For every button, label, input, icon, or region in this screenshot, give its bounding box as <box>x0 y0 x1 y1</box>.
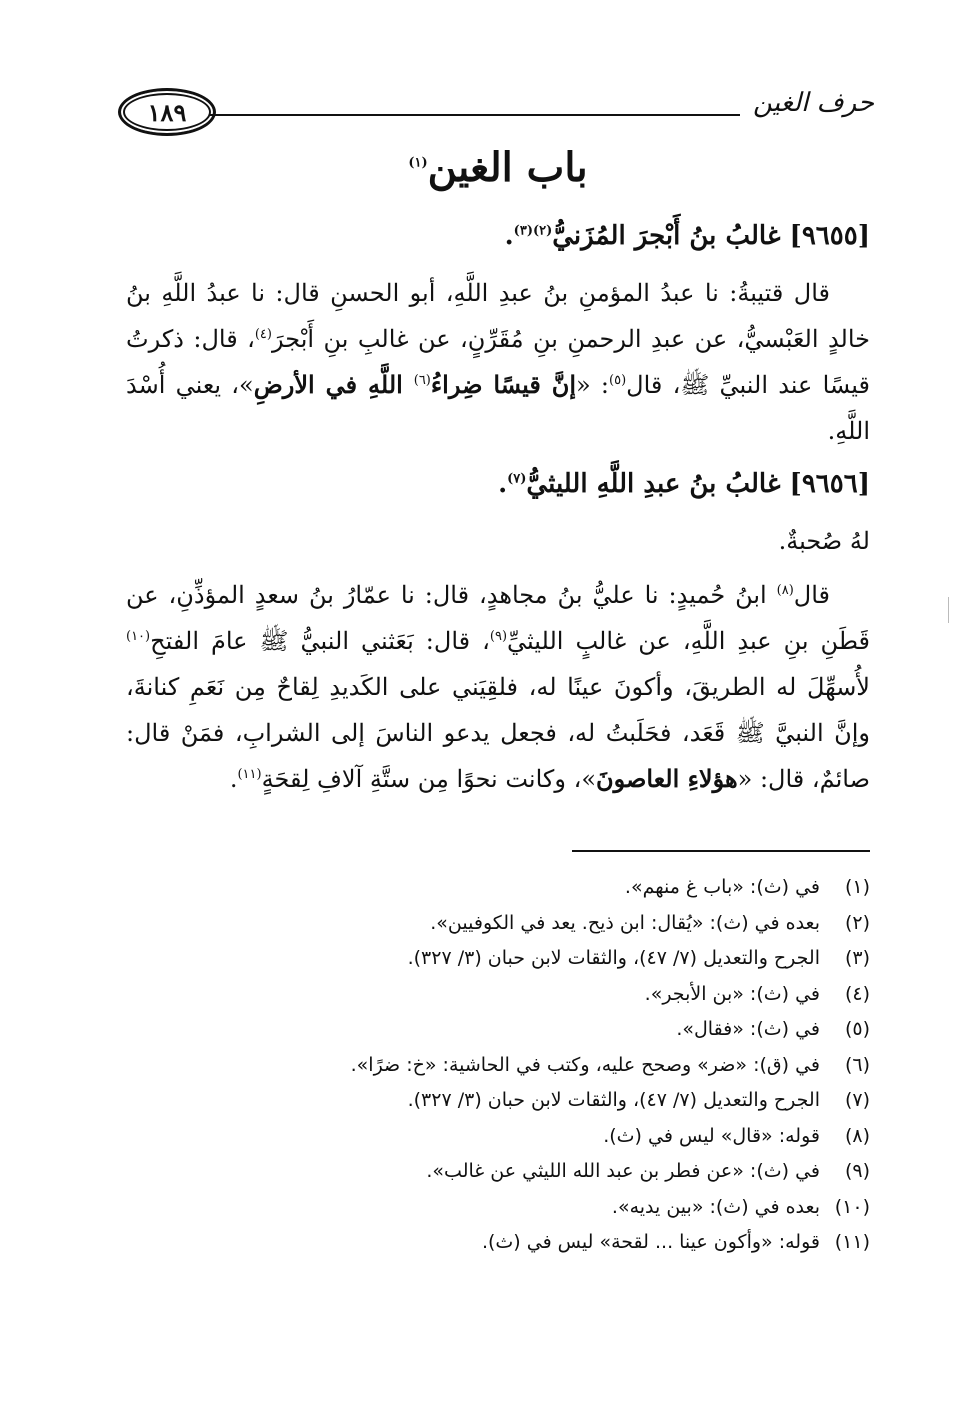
text-segment: قال <box>793 581 830 609</box>
footnote-item <box>126 870 870 906</box>
footnote-ref: (٨) <box>776 583 794 598</box>
footnote-item <box>126 1190 870 1226</box>
footnote-ref: (٤) <box>254 327 272 342</box>
entry-heading <box>126 462 870 506</box>
hadith-quote: إنَّ قيسًا ضِراءُ <box>430 370 577 399</box>
footnote-ref: (٥) <box>609 373 627 388</box>
text-segment: ، قال: بَعَثني النبيُّ ﷺ عامَ الفتحِ <box>150 627 490 655</box>
page-number: ١٨٩ <box>147 97 187 127</box>
text-segment: »، وكانت نحوًا مِن ستَّةِ آلافِ لِقحَةٍ <box>261 765 596 793</box>
text-paragraph <box>126 270 870 454</box>
hadith-quote: هؤلاءِ العاصونَ <box>596 764 738 793</box>
footnote-ref: (٧) <box>507 471 527 487</box>
footnote-text: قوله: «قال» ليس في (ث). <box>603 1124 820 1147</box>
footnote-text: بعده في (ث): «يُقال: ابن ذيح. يعد في الكوفيين». <box>430 911 820 934</box>
text-segment: لهُ صُحبةٌ. <box>778 527 870 555</box>
footnote-number: (٢) <box>844 911 870 934</box>
footnote-item <box>126 1119 870 1155</box>
margin-mark <box>948 597 949 623</box>
footnote-ref: (١١) <box>237 767 262 782</box>
footnote-number: (٩) <box>844 1160 870 1182</box>
footnote-text: قوله: «وأكون عينا ... لقحة» ليس في (ث). <box>481 1231 820 1253</box>
footnote-number: (٦) <box>844 1053 870 1076</box>
text-segment: لأُسهِّلَ له الطريقَ، وأكونَ عينًا له، فلقِيَني على الكَديدِ لِقاحٌ مِن نَعَمِ كنانةَ، وإنَّ النبيَّ ﷺ قَعَد، فحَلَبتُ له، فجعل يدعو الناسَ إلى الشرابِ، فمَنْ قال: صائمٌ، قال: « <box>126 673 870 793</box>
entry-end: . <box>498 469 508 499</box>
entry-name: غالبُ بنُ عبدِ اللَّهِ الليثيُّ <box>526 469 781 499</box>
footnote-ref: (٢)(٣) <box>513 223 553 239</box>
entry-end: . <box>504 221 514 251</box>
footnote-item <box>126 906 870 942</box>
main-text <box>126 146 870 810</box>
footnote-number: (١) <box>844 876 870 898</box>
section-title-text: باب الغين <box>427 144 588 191</box>
text-segment: ، قال: ذكرتُ قيسًا عند النبيِّ ﷺ، قال <box>126 325 871 399</box>
entries <box>126 214 870 802</box>
header-rule <box>210 114 740 116</box>
entry-name: غالبُ بنُ أَبْجرَ المُزَنيُّ <box>552 221 781 251</box>
text-segment: »، يعني أُسْدَ اللَّهِ. <box>126 371 870 445</box>
footnote-separator <box>572 850 870 852</box>
footnote-text: في (ث): «باب غ منهم». <box>624 876 820 898</box>
footnote-text: في (ث): «فقال». <box>676 1018 820 1040</box>
footnote-number: (١٠) <box>834 1195 870 1218</box>
footnote-text: بعده في (ث): «بين يديه». <box>611 1195 820 1218</box>
footnote-number: (٨) <box>844 1124 870 1147</box>
entry-number: [٩٦٥٥] <box>789 221 870 251</box>
footnote-number: (٤) <box>844 982 870 1005</box>
text-paragraph <box>126 572 870 802</box>
text-segment: . <box>229 765 238 793</box>
footnote-ref: (٩) <box>489 629 508 644</box>
footnote-text: الجرح والتعديل (٧/ ٤٧)، والثقات لابن حبان (٣/ ٣٢٧). <box>407 1089 820 1111</box>
footnote-item <box>126 1012 870 1048</box>
footnote-number: (٣) <box>844 947 870 969</box>
footnote-item <box>126 941 870 977</box>
text-segment: قال قتيبةُ: نا عبدُ المؤمنِ بنُ عبدِ اللَّهِ، أبو الحسنِ قال: نا عبدُ اللَّهِ بنُ خالدٍ العَبْسيُّ، عن عبدِ الرحمنِ بنِ مُقَرِّنٍ، عن غالبِ بنِ أَبْجرَ <box>126 279 871 353</box>
footnote-number: (٧) <box>844 1089 870 1111</box>
footnote-ref: (١) <box>408 155 428 171</box>
hadith-quote: اللَّهِ في الأرضِ <box>253 370 414 399</box>
page-number-oval <box>118 88 216 136</box>
footnotes-list <box>126 870 870 1261</box>
footnote-item <box>126 1225 870 1261</box>
footnote-item <box>126 1154 870 1190</box>
footnote-text: الجرح والتعديل (٧/ ٤٧)، والثقات لابن حبان (٣/ ٣٢٧). <box>407 947 820 969</box>
chapter-name: حرف الغين <box>753 88 874 118</box>
entry-heading <box>126 214 870 258</box>
section-title <box>126 146 870 190</box>
footnote-text: في (ث): «عن فطر بن عبد الله الليثي عن غالب». <box>426 1160 820 1182</box>
text-segment: ابنُ حُميدٍ: نا عليُّ بنُ مجاهدٍ، قال: نا عمّارُ بنُ سعدٍ المؤذِّنِ، عن قَطَنِ بنِ عبدِ اللَّهِ، عن غالبٍ الليثيِّ <box>126 581 870 655</box>
footnote-text: في (ث): «بن الأبجر». <box>644 982 820 1005</box>
footnote-text: في (ق): «ضر» وصحح عليه، وكتب في الحاشية: «خ: ضرًا». <box>350 1053 820 1076</box>
running-header <box>118 84 874 140</box>
footnote-number: (١١) <box>834 1231 870 1253</box>
footnote-number: (٥) <box>844 1018 870 1040</box>
footnote-ref: (٦) <box>413 373 431 388</box>
text-paragraph <box>126 518 870 564</box>
text-segment: : « <box>576 371 610 399</box>
entry-number: [٩٦٥٦] <box>789 469 870 499</box>
footnote-item <box>126 977 870 1013</box>
footnote-item <box>126 1048 870 1084</box>
footnote-ref: (١٠) <box>126 629 151 644</box>
footnote-item <box>126 1083 870 1119</box>
